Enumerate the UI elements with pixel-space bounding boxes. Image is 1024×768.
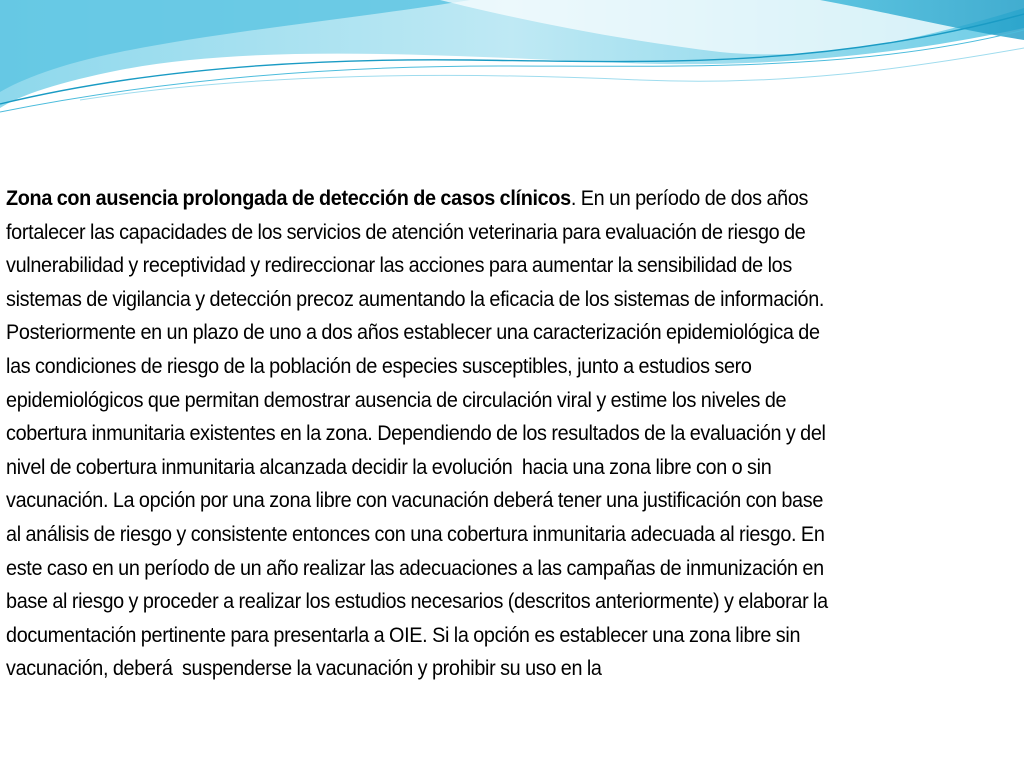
text-line-4: sistemas de vigilancia y detección precoz aumentando la eficacia de los sistemas de información. <box>6 286 825 311</box>
lead-continuation: . En un período de dos años <box>570 186 809 210</box>
text-line-6: las condiciones de riesgo de la población de especies susceptibles, junto a estudios sero <box>6 353 752 378</box>
body-paragraph <box>6 182 1022 686</box>
text-line-9: nivel de cobertura inmunitaria alcanzada decidir la evolución hacia una zona libre con o sin <box>6 454 772 479</box>
text-line-12: este caso en un período de un año realizar las adecuaciones a las campañas de inmunización en <box>6 555 824 580</box>
wave-banner-decoration <box>0 0 1024 130</box>
lead-bold-heading: Zona con ausencia prolongada de detección de casos clínicos <box>6 186 571 210</box>
text-line-1 <box>6 182 1022 216</box>
text-line-8: cobertura inmunitaria existentes en la zona. Dependiendo de los resultados de la evaluación y del <box>6 421 826 446</box>
text-line-11: al análisis de riesgo y consistente entonces con una cobertura inmunitaria adecuada al riesgo. En <box>6 521 825 546</box>
text-line-2: fortalecer las capacidades de los servicios de atención veterinaria para evaluación de riesgo de <box>6 219 806 244</box>
text-line-13: base al riesgo y proceder a realizar los estudios necesarios (descritos anteriormente) y elaborar la <box>6 589 828 614</box>
text-line-15: vacunación, deberá suspenderse la vacunación y prohibir su uso en la <box>6 656 602 681</box>
text-line-7: epidemiológicos que permitan demostrar ausencia de circulación viral y estime los niveles de <box>6 387 787 412</box>
text-line-10: vacunación. La opción por una zona libre con vacunación deberá tener una justificación con base <box>6 488 824 513</box>
text-line-14: documentación pertinente para presentarla a OIE. Si la opción es establecer una zona libre sin <box>6 622 801 647</box>
text-line-3: vulnerabilidad y receptividad y redireccionar las acciones para aumentar la sensibilidad de los <box>6 253 792 278</box>
text-line-5: Posteriormente en un plazo de uno a dos años establecer una caracterización epidemiológica de <box>6 320 820 345</box>
